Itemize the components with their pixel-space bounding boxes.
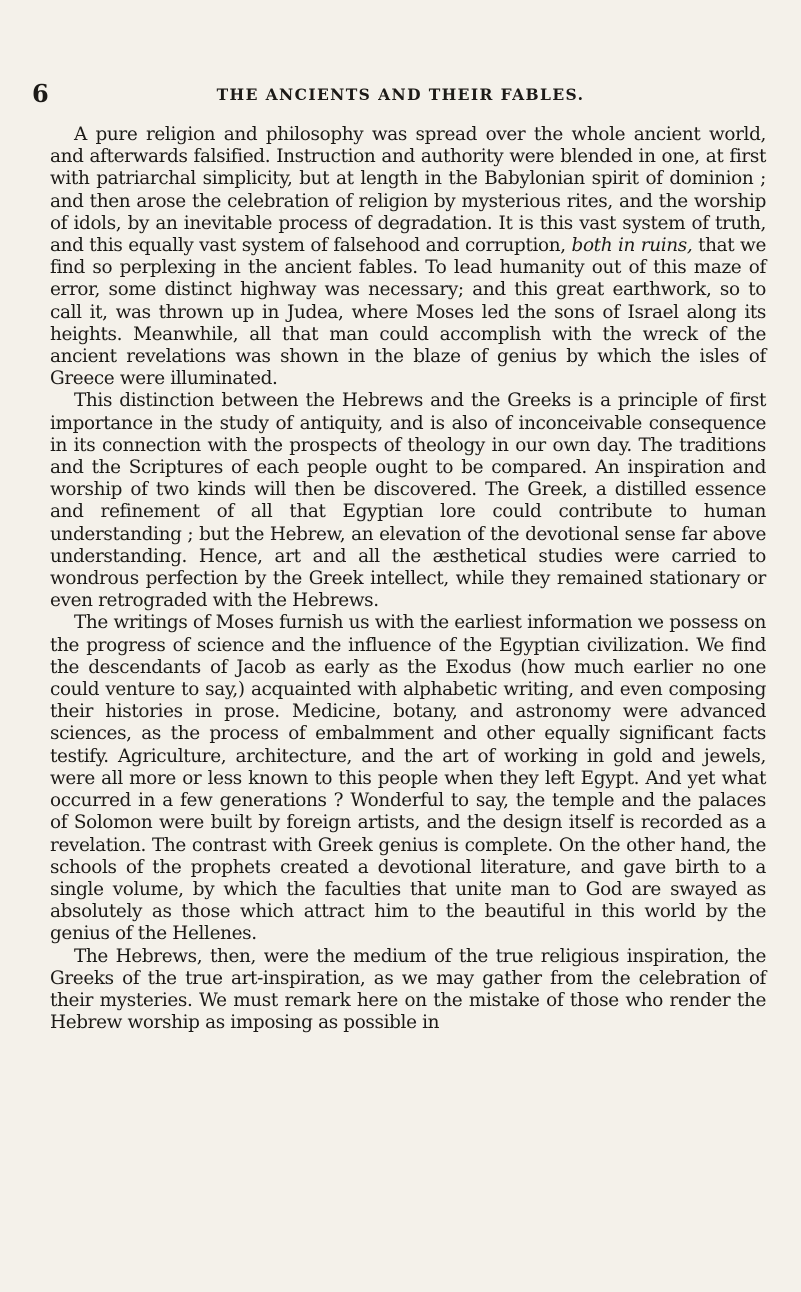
paragraph-1-emphasis: both in ruins, [571, 235, 693, 257]
page-number: 6 [32, 79, 49, 108]
paragraph-4: The Hebrews, then, were the medium of the true religious inspiration, the Greeks of the true art-inspiration, as we may gather from the celebration of their mysteries. We must remark here on the mistake of those who render the Hebrew worship as imposing as possible in [50, 945, 766, 1034]
paragraph-3: The writings of Moses furnish us with the earliest information we possess on the progress of science and the influence of the Egyptian civilization. We find the descendants of Jacob as early as the Exodus (how much earlier no one could venture to say,) acquainted with alphabetic writing, and even composing their histories in prose. Medicine, botany, and astronomy were advanced sciences, as the process of embalmment and other equally significant facts testify. Agriculture, architecture, and the art of working in gold and jewels, were all more or less known to this people when they left Egypt. And yet what occurred in a few generations ? Wonderful to say, the temple and the palaces of Solomon were built by foreign artists, and the design itself is recorded as a revelation. The contrast with Greek genius is complete. On the other hand, the schools of the prophets created a devotional literature, and gave birth to a single volume, by which the faculties that unite man to God are swayed as absolutely as those which attract him to the beautiful in this world by the genius of the Hellenes. [50, 612, 766, 945]
page-header [32, 80, 769, 110]
running-head: THE ANCIENTS AND THEIR FABLES. [216, 85, 585, 104]
paragraph-2: This distinction between the Hebrews and the Greeks is a principle of first importance in the study of antiquity, and is also of inconceivable consequence in its connection with the prospects of theology in our own day. The traditions and the Scriptures of each people ought to be compared. An inspiration and worship of two kinds will then be discovered. The Greek, a distilled essence and refinement of all that Egyptian lore could contribute to human understanding ; but the Hebrew, an elevation of the devotional sense far above understanding. Hence, art and all the æsthetical studies were carried to wondrous perfection by the Greek intellect, while they remained stationary or even retrograded with the Hebrews. [50, 390, 766, 612]
paragraph-1-text-before: A pure religion and philosophy was spread over the whole ancient world, and afterwards falsified. Instruction and authority were blended in one, at first with patriarchal simplicity, but at length in the Babylonian spirit of dominion ; and then arose the celebration of religion by mysterious rites, and the worship of idols, by an inevitable process of degradation. It is this vast system of truth, and this equally vast system of falsehood and corruption, [50, 124, 766, 257]
paragraph-1 [50, 124, 766, 390]
body-text [50, 124, 766, 1034]
paragraph-1-text-after: that we find so perplexing in the ancient fables. To lead humanity out of this maze of error, some distinct highway was necessary; and this great earthwork, so to call it, was thrown up in Judea, where Moses led the sons of Israel along its heights. Meanwhile, all that man could accomplish with the wreck of the ancient revelations was shown in the blaze of genius by which the isles of Greece were illuminated. [50, 235, 766, 390]
